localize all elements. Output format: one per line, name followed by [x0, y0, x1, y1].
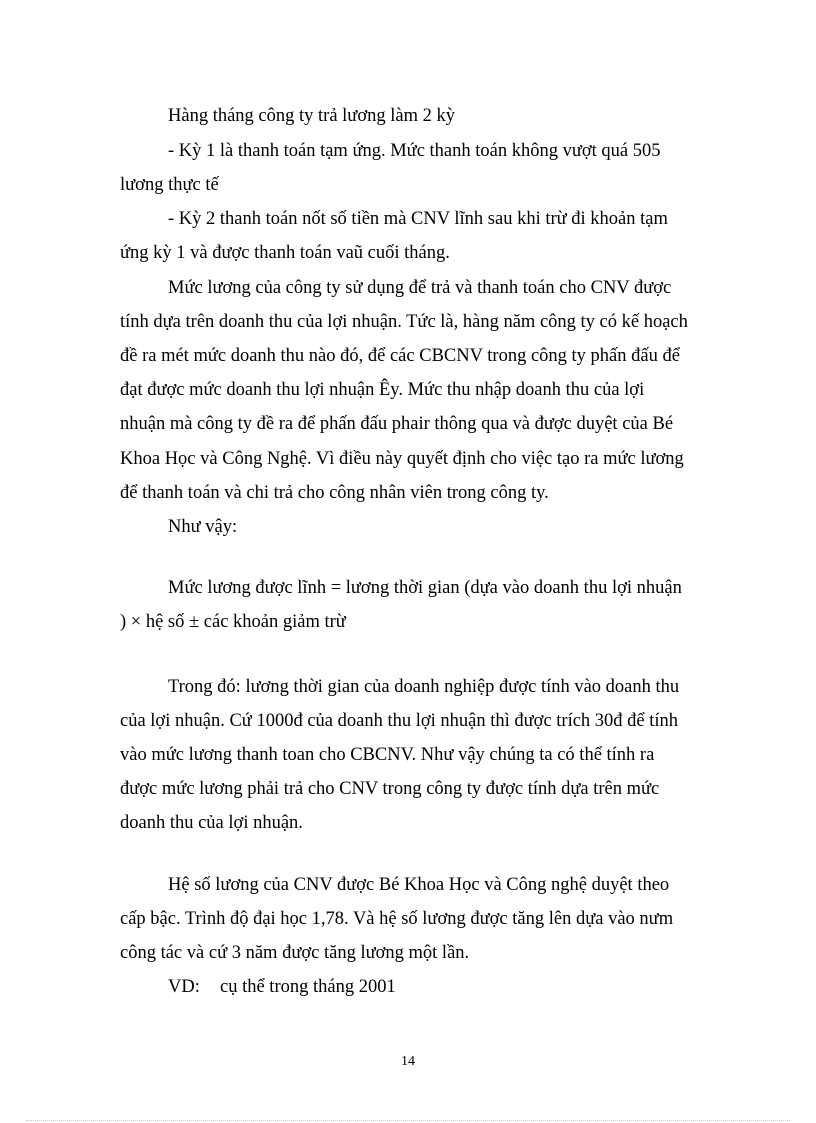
paragraph-line: - Kỳ 2 thanh toán nốt số tiền mà CNV lĩnh sau khi trừ đi khoản tạm	[168, 209, 668, 229]
paragraph-line: để thanh toán và chi trả cho công nhân viên trong công ty.	[120, 483, 549, 503]
example-line	[168, 975, 396, 999]
example-text: cụ thể trong tháng 2001	[220, 977, 396, 997]
paragraph-line: vào mức lương thanh toan cho CBCNV. Như vậy chúng ta có thể tính ra	[120, 745, 655, 765]
paragraph-line: Hàng tháng công ty trả lương làm 2 kỳ	[168, 106, 455, 126]
paragraph-line: ứng kỳ 1 và được thanh toán vaũ cuối tháng.	[120, 243, 450, 263]
paragraph-line: nhuận mà công ty đề ra để phấn đấu phair thông qua và được duyệt của Bé	[120, 414, 674, 434]
paragraph-line: Hệ số lương của CNV được Bé Khoa Học và Công nghệ duyệt theo	[168, 875, 670, 895]
paragraph-line: tính dựa trên doanh thu của lợi nhuận. Tức là, hàng năm công ty có kế hoạch	[120, 312, 688, 332]
formula-line: Mức lương được lĩnh = lương thời gian (dựa vào doanh thu lợi nhuận	[168, 578, 682, 598]
paragraph-line: Như vậy:	[168, 517, 238, 537]
page-bottom-divider	[26, 1120, 790, 1121]
paragraph-line: Trong đó: lương thời gian của doanh nghiệp được tính vào doanh thu	[168, 677, 680, 697]
page-number: 14	[401, 1054, 415, 1069]
paragraph-line: doanh thu của lợi nhuận.	[120, 813, 303, 833]
paragraph-line: đề ra mét mức doanh thu nào đó, để các CBCNV trong công ty phấn đấu để	[120, 346, 680, 366]
formula-line: ) × hệ số ± các khoản giảm trừ	[120, 612, 346, 632]
paragraph-line: đạt được mức doanh thu lợi nhuận Êy. Mức thu nhập doanh thu của lợi	[120, 380, 645, 400]
example-label: VD:	[168, 977, 200, 997]
paragraph-line: được mức lương phải trả cho CNV trong công ty được tính dựa trên mức	[120, 779, 660, 799]
paragraph-line: Mức lương của công ty sử dụng để trả và thanh toán cho CNV được	[168, 278, 672, 298]
paragraph-line: - Kỳ 1 là thanh toán tạm ứng. Mức thanh toán không vượt quá 505	[168, 141, 661, 161]
paragraph-line: của lợi nhuận. Cứ 1000đ của doanh thu lợi nhuận thì được trích 30đ để tính	[120, 711, 679, 731]
paragraph-line: công tác và cứ 3 năm được tăng lương một lần.	[120, 943, 470, 963]
paragraph-line: cấp bậc. Trình độ đại học 1,78. Và hệ số lương được tăng lên dựa vào nưm	[120, 909, 674, 929]
paragraph-line: Khoa Học và Công Nghệ. Vì điều này quyết định cho việc tạo ra mức lương	[120, 449, 684, 469]
paragraph-line: lương thực tế	[120, 175, 219, 195]
